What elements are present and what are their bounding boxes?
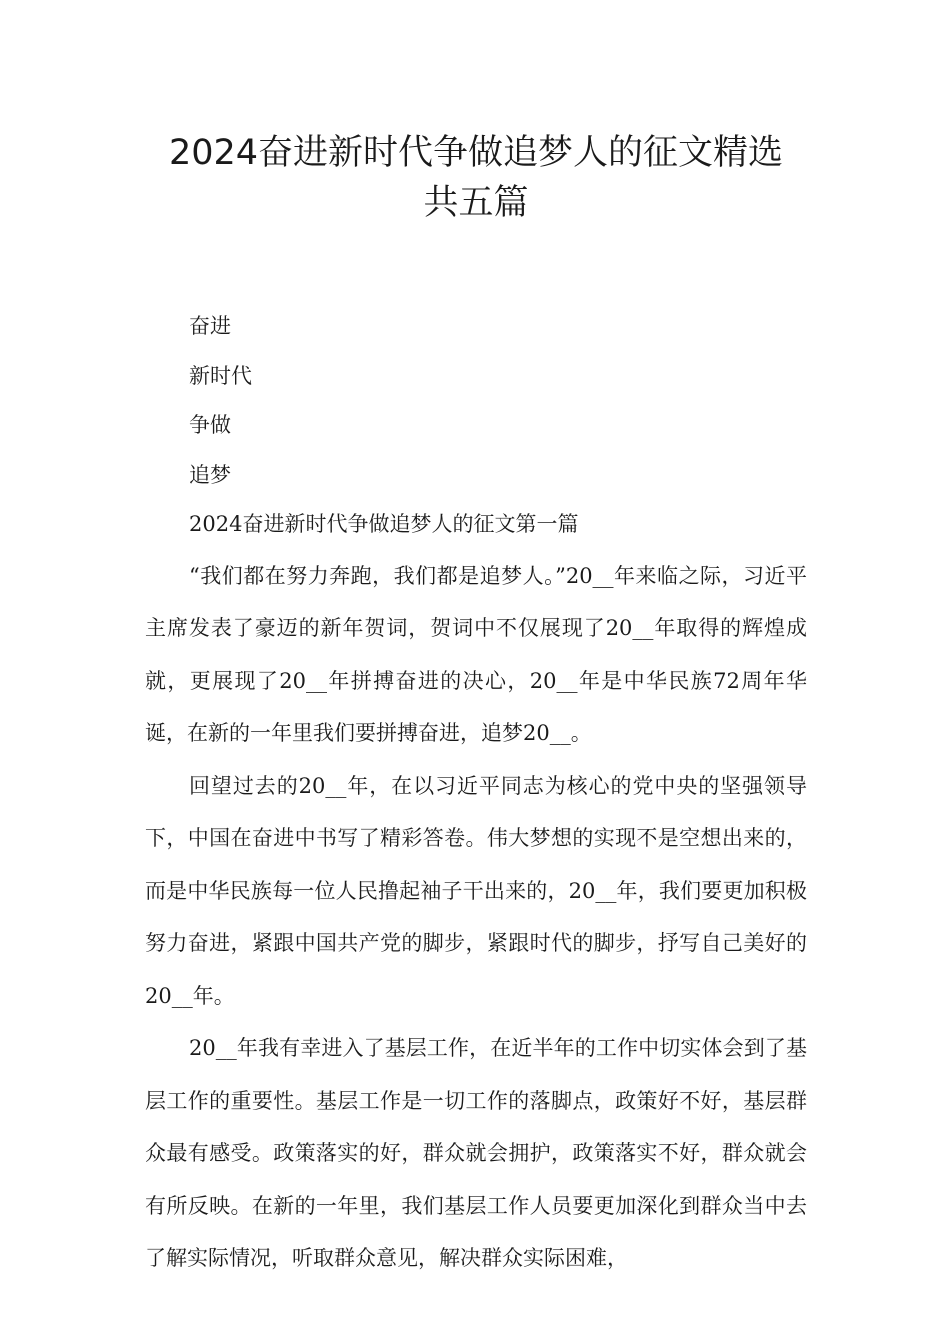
document-title [145, 128, 807, 228]
paragraph: 20__年我有幸进入了基层工作，在近半年的工作中切实体会到了基层工作的重要性。基层工作是一切工作的落脚点，政策好不好，基层群众最有感受。政策落实的好，群众就会拥护，政策落实不好，群众就会有所反映。在新的一年里，我们基层工作人员要更加深化到群众当中去了解实际情况，听取群众意见，解决群众实际困难， [145, 1036, 807, 1270]
keyword-item: 追梦 [189, 462, 231, 487]
title-line-2: 共五篇 [423, 183, 529, 223]
keyword-list [145, 302, 807, 550]
paragraph: 回望过去的20__年，在以习近平同志为核心的党中央的坚强领导下，中国在奋进中书写了精彩答卷。伟大梦想的实现不是空想出来的，而是中华民族每一位人民撸起袖子干出来的，20__年，我们要更加积极努力奋进，紧跟中国共产党的脚步，紧跟时代的脚步，抒写自己美好的20__年。 [145, 773, 807, 1008]
title-line-1: 2024奋进新时代争做追梦人的征文精选 [168, 133, 784, 173]
keyword-item: 争做 [189, 413, 231, 437]
body-text [145, 550, 807, 1285]
keyword-item: 奋进 [189, 314, 231, 338]
paragraph: “我们都在努力奔跑，我们都是追梦人。”20__年来临之际，习近平主席发表了豪迈的新年贺词，贺词中不仅展现了20__年取得的辉煌成就，更展现了20__年拼搏奋进的决心，20__年是中华民族72周年华诞，在新的一年里我们要拼搏奋进，追梦20__。 [145, 563, 807, 745]
section-heading: 2024奋进新时代争做追梦人的征文第一篇 [189, 512, 579, 536]
keyword-item: 新时代 [189, 363, 252, 388]
